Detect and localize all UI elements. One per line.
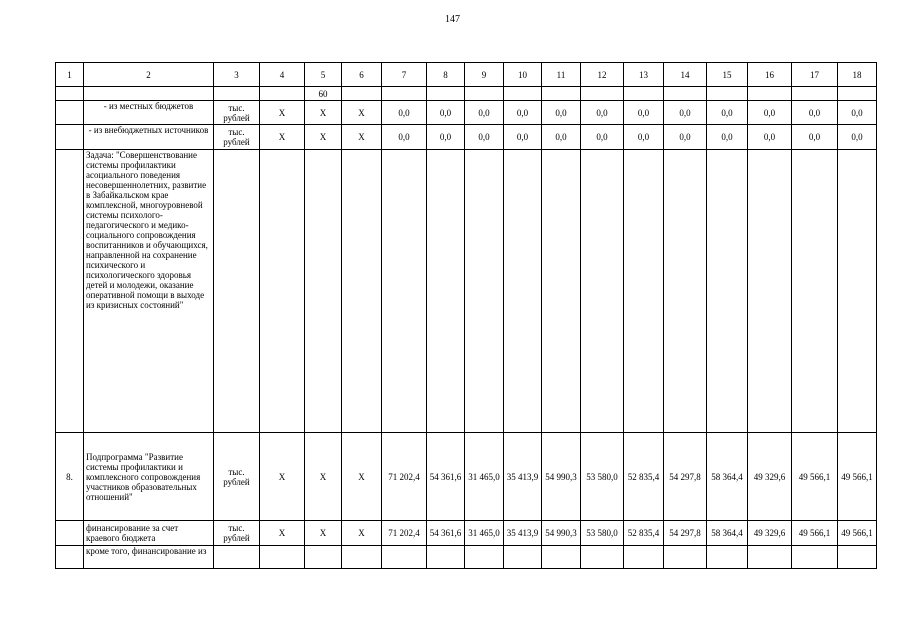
value-cell: 49 566,1 xyxy=(838,521,877,546)
table-cell: Х xyxy=(305,521,342,546)
value-cell: 49 329,6 xyxy=(748,433,792,521)
table-cell: 60 xyxy=(305,87,342,101)
value-cell: 0,0 xyxy=(838,125,877,150)
column-header: 3 xyxy=(214,63,260,87)
value-cell: 0,0 xyxy=(664,125,707,150)
unit-cell: тыс. рублей xyxy=(214,521,260,546)
value-cell: 0,0 xyxy=(504,125,542,150)
value-cell: 0,0 xyxy=(465,125,504,150)
value-cell: 0,0 xyxy=(792,101,838,125)
column-header: 15 xyxy=(707,63,748,87)
value-cell: 49 329,6 xyxy=(748,521,792,546)
table-row xyxy=(56,125,877,150)
table-cell: Х xyxy=(342,521,382,546)
column-header: 13 xyxy=(624,63,664,87)
table-cell: Х xyxy=(305,125,342,150)
column-header: 12 xyxy=(581,63,624,87)
value-cell: 49 566,1 xyxy=(838,433,877,521)
column-header: 5 xyxy=(305,63,342,87)
column-header: 7 xyxy=(382,63,427,87)
table-cell: Х xyxy=(305,101,342,125)
value-cell: 54 361,6 xyxy=(427,433,465,521)
unit-cell: тыс. рублей xyxy=(214,101,260,125)
value-cell: 0,0 xyxy=(664,101,707,125)
value-cell: 71 202,4 xyxy=(382,433,427,521)
value-cell: 54 297,8 xyxy=(664,433,707,521)
value-cell: 53 580,0 xyxy=(581,433,624,521)
unit-cell: тыс. рублей xyxy=(214,125,260,150)
row-name: - из местных бюджетов xyxy=(84,101,214,125)
value-cell: 31 465,0 xyxy=(465,521,504,546)
value-cell: 0,0 xyxy=(427,101,465,125)
table-cell: Х xyxy=(342,125,382,150)
value-cell: 35 413,9 xyxy=(504,521,542,546)
column-header: 1 xyxy=(56,63,84,87)
value-cell: 0,0 xyxy=(504,101,542,125)
row-name: - из внебюджетных источников xyxy=(84,125,214,150)
value-cell: 0,0 xyxy=(427,125,465,150)
value-cell: 54 297,8 xyxy=(664,521,707,546)
column-header: 17 xyxy=(792,63,838,87)
column-header: 10 xyxy=(504,63,542,87)
table-row xyxy=(56,546,877,569)
value-cell: 54 361,6 xyxy=(427,521,465,546)
task-description: Задача: "Совершенствование системы профилактики асоциального поведения несовершеннолетних, развитие в Забайкальском крае комплексной, многоуровневой системы психолого-педагогического и медико-социального сопровождения воспитанников и обучающихся, направленной на сохранение психического и психологического здоровья детей и молодежи, оказание оперативной помощи в выходе из кризисных состояний" xyxy=(84,150,214,433)
value-cell: 54 990,3 xyxy=(542,433,581,521)
row-number: 8. xyxy=(56,433,84,521)
column-header: 9 xyxy=(465,63,504,87)
value-cell: 0,0 xyxy=(542,125,581,150)
table-row xyxy=(56,101,877,125)
table-cell: Х xyxy=(260,433,305,521)
value-cell: 58 364,4 xyxy=(707,521,748,546)
value-cell: 54 990,3 xyxy=(542,521,581,546)
value-cell: 0,0 xyxy=(748,101,792,125)
table-cell: Х xyxy=(260,521,305,546)
table-row xyxy=(56,433,877,521)
value-cell: 53 580,0 xyxy=(581,521,624,546)
value-cell: 0,0 xyxy=(581,101,624,125)
page-number: 147 xyxy=(445,14,460,25)
value-cell: 0,0 xyxy=(581,125,624,150)
table-row xyxy=(56,87,877,101)
table-row xyxy=(56,521,877,546)
value-cell: 0,0 xyxy=(382,125,427,150)
value-cell: 71 202,4 xyxy=(382,521,427,546)
row-name: финансирование за счет краевого бюджета xyxy=(84,521,214,546)
table-cell: Х xyxy=(260,101,305,125)
row-name: Подпрограмма "Развитие системы профилактики и комплексного сопровождения участников образовательных отношений" xyxy=(84,433,214,521)
value-cell: 58 364,4 xyxy=(707,433,748,521)
value-cell: 0,0 xyxy=(624,125,664,150)
table-row xyxy=(56,150,877,433)
column-header: 8 xyxy=(427,63,465,87)
value-cell: 0,0 xyxy=(542,101,581,125)
column-header: 18 xyxy=(838,63,877,87)
table-cell: Х xyxy=(342,433,382,521)
value-cell: 0,0 xyxy=(792,125,838,150)
column-header: 6 xyxy=(342,63,382,87)
unit-cell: тыс. рублей xyxy=(214,433,260,521)
column-header: 16 xyxy=(748,63,792,87)
table-cell: Х xyxy=(260,125,305,150)
value-cell: 0,0 xyxy=(465,101,504,125)
value-cell: 0,0 xyxy=(707,125,748,150)
value-cell: 49 566,1 xyxy=(792,521,838,546)
value-cell: 49 566,1 xyxy=(792,433,838,521)
value-cell: 0,0 xyxy=(748,125,792,150)
column-header: 2 xyxy=(84,63,214,87)
value-cell: 0,0 xyxy=(838,101,877,125)
value-cell: 52 835,4 xyxy=(624,521,664,546)
value-cell: 0,0 xyxy=(707,101,748,125)
row-name: кроме того, финансирование из xyxy=(84,546,214,569)
table-cell: Х xyxy=(305,433,342,521)
value-cell: 35 413,9 xyxy=(504,433,542,521)
header-row xyxy=(56,63,877,87)
budget-table xyxy=(55,62,877,569)
column-header: 14 xyxy=(664,63,707,87)
column-header: 4 xyxy=(260,63,305,87)
value-cell: 52 835,4 xyxy=(624,433,664,521)
table-cell: Х xyxy=(342,101,382,125)
value-cell: 31 465,0 xyxy=(465,433,504,521)
value-cell: 0,0 xyxy=(382,101,427,125)
value-cell: 0,0 xyxy=(624,101,664,125)
column-header: 11 xyxy=(542,63,581,87)
